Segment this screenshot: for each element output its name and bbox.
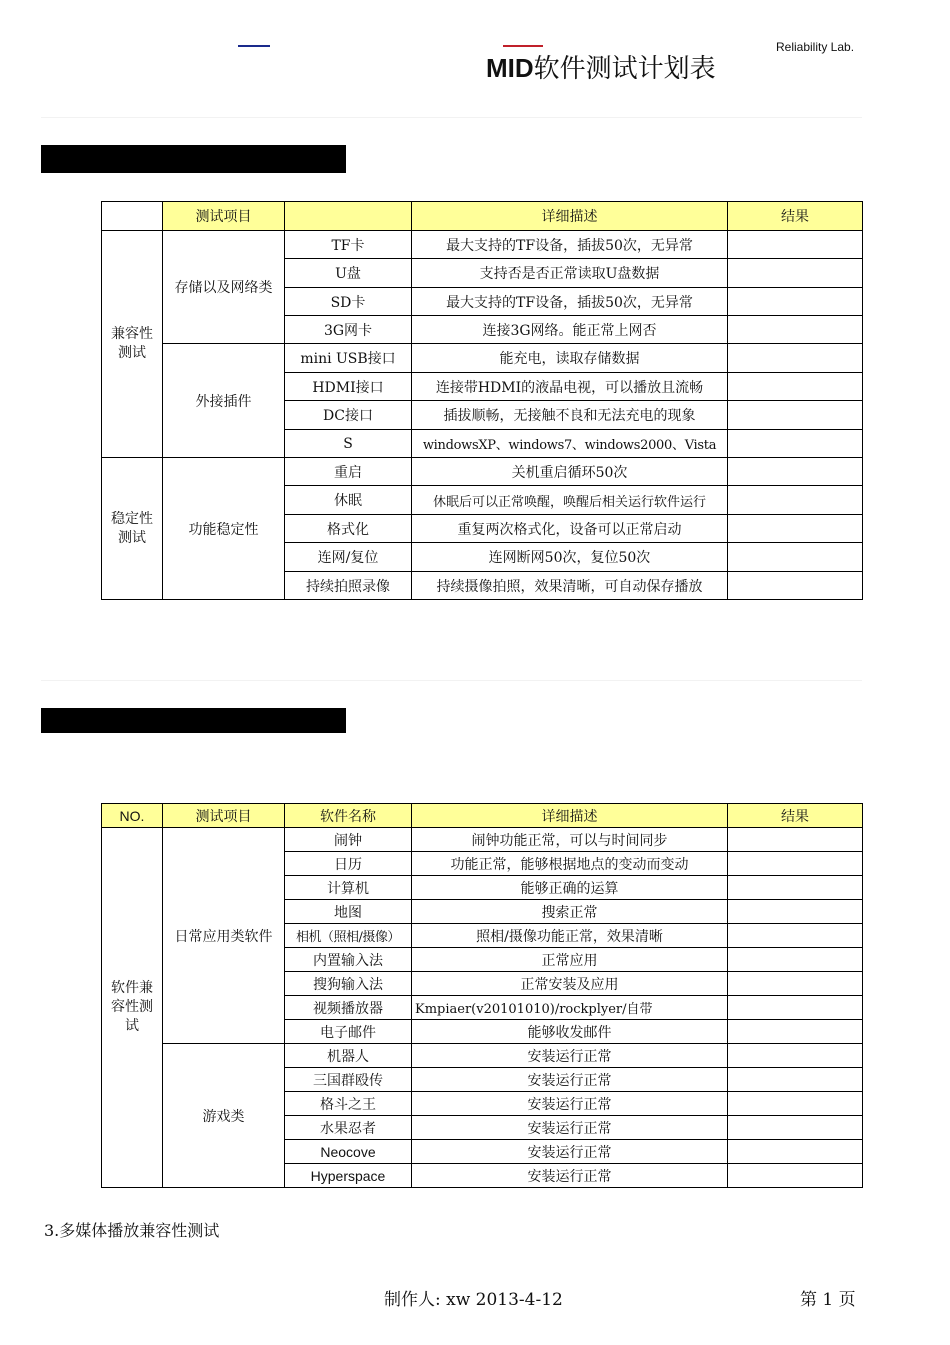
table1-header-result: 结果 bbox=[728, 202, 863, 231]
desc-cell: 功能正常，能够根据地点的变动而变动 bbox=[412, 852, 728, 876]
table1-header-blank bbox=[285, 202, 412, 231]
desc-cell: 正常应用 bbox=[412, 948, 728, 972]
table2-header-software: 软件名称 bbox=[285, 804, 412, 828]
desc-cell: 持续摄像拍照，效果清晰，可自动保存播放 bbox=[412, 572, 728, 600]
table2-header-desc: 详细描述 bbox=[412, 804, 728, 828]
item-cell: HDMI接口 bbox=[285, 373, 412, 401]
software-cell: 视频播放器 bbox=[285, 996, 412, 1020]
page-title-latin: MID bbox=[486, 53, 534, 83]
software-cell: 机器人 bbox=[285, 1044, 412, 1068]
desc-cell: 闹钟功能正常，可以与时间同步 bbox=[412, 828, 728, 852]
result-cell[interactable] bbox=[728, 876, 863, 900]
section-1-bar bbox=[41, 145, 346, 173]
group-daily-apps: 日常应用类软件 bbox=[163, 828, 285, 1044]
decorative-red-line bbox=[503, 45, 543, 47]
result-cell[interactable] bbox=[728, 430, 863, 458]
subgroup-external-plugins: 外接插件 bbox=[163, 344, 285, 458]
subgroup-storage-network: 存储以及网络类 bbox=[163, 231, 285, 344]
desc-cell: 安装运行正常 bbox=[412, 1164, 728, 1188]
desc-cell: 关机重启循环50次 bbox=[412, 458, 728, 486]
table2-header-item: 测试项目 bbox=[163, 804, 285, 828]
result-cell[interactable] bbox=[728, 543, 863, 572]
item-cell: 连网/复位 bbox=[285, 543, 412, 572]
desc-cell: 能够收发邮件 bbox=[412, 1020, 728, 1044]
desc-cell: 安装运行正常 bbox=[412, 1140, 728, 1164]
result-cell[interactable] bbox=[728, 900, 863, 924]
item-cell: 3G网卡 bbox=[285, 316, 412, 344]
item-cell: 持续拍照录像 bbox=[285, 572, 412, 600]
lab-label: Reliability Lab. bbox=[776, 40, 855, 54]
result-cell[interactable] bbox=[728, 316, 863, 344]
faint-divider-2 bbox=[41, 680, 862, 681]
item-cell: TF卡 bbox=[285, 231, 412, 259]
software-compatibility-table bbox=[101, 803, 863, 1188]
result-cell[interactable] bbox=[728, 486, 863, 515]
software-cell: 闹钟 bbox=[285, 828, 412, 852]
footer-maker: 制作人: xw 2013-4-12 bbox=[384, 1290, 563, 1310]
software-cell: Neocove bbox=[285, 1140, 412, 1164]
item-cell: 重启 bbox=[285, 458, 412, 486]
desc-cell: windowsXP、windows7、windows2000、Vista bbox=[412, 430, 728, 458]
result-cell[interactable] bbox=[728, 288, 863, 316]
result-cell[interactable] bbox=[728, 996, 863, 1020]
desc-cell: 连接3G网络。能正常上网否 bbox=[412, 316, 728, 344]
software-cell: Hyperspace bbox=[285, 1164, 412, 1188]
software-cell: 相机（照相/摄像） bbox=[285, 924, 412, 948]
page-title-cjk: 软件测试计划表 bbox=[533, 54, 716, 84]
section-3-heading: 3.多媒体播放兼容性测试 bbox=[44, 1221, 220, 1240]
table1-header-desc: 详细描述 bbox=[412, 202, 728, 231]
desc-cell: 搜索正常 bbox=[412, 900, 728, 924]
result-cell[interactable] bbox=[728, 1140, 863, 1164]
desc-cell: 休眠后可以正常唤醒，唤醒后相关运行软件运行 bbox=[412, 486, 728, 515]
result-cell[interactable] bbox=[728, 373, 863, 401]
page-title bbox=[486, 48, 716, 85]
software-cell: 搜狗输入法 bbox=[285, 972, 412, 996]
category-software-compat: 软件兼容性测试 bbox=[102, 828, 163, 1188]
desc-cell: 能够正确的运算 bbox=[412, 876, 728, 900]
software-cell: 日历 bbox=[285, 852, 412, 876]
table2-header-result: 结果 bbox=[728, 804, 863, 828]
result-cell[interactable] bbox=[728, 1164, 863, 1188]
desc-cell: 连接带HDMI的液晶电视，可以播放且流畅 bbox=[412, 373, 728, 401]
desc-cell: 安装运行正常 bbox=[412, 1068, 728, 1092]
category-stability: 稳定性测试 bbox=[102, 458, 163, 600]
result-cell[interactable] bbox=[728, 344, 863, 373]
item-cell: S bbox=[285, 430, 412, 458]
result-cell[interactable] bbox=[728, 1020, 863, 1044]
desc-cell: 安装运行正常 bbox=[412, 1092, 728, 1116]
desc-cell: 安装运行正常 bbox=[412, 1116, 728, 1140]
desc-cell: 正常安装及应用 bbox=[412, 972, 728, 996]
result-cell[interactable] bbox=[728, 852, 863, 876]
item-cell: mini USB接口 bbox=[285, 344, 412, 373]
desc-cell: Kmpiaer(v20101010)/rockplyer/自带 bbox=[412, 996, 728, 1020]
group-games: 游戏类 bbox=[163, 1044, 285, 1188]
item-cell: 休眠 bbox=[285, 486, 412, 515]
desc-cell: 最大支持的TF设备，插拔50次，无异常 bbox=[412, 231, 728, 259]
item-cell: SD卡 bbox=[285, 288, 412, 316]
category-compatibility: 兼容性测试 bbox=[102, 231, 163, 458]
item-cell: DC接口 bbox=[285, 401, 412, 430]
desc-cell: 插拔顺畅，无接触不良和无法充电的现象 bbox=[412, 401, 728, 430]
compatibility-stability-table bbox=[101, 201, 863, 600]
software-cell: 水果忍者 bbox=[285, 1116, 412, 1140]
software-cell: 内置输入法 bbox=[285, 948, 412, 972]
result-cell[interactable] bbox=[728, 572, 863, 600]
faint-divider-1 bbox=[41, 117, 862, 118]
desc-cell: 重复两次格式化，设备可以正常启动 bbox=[412, 515, 728, 543]
table1-header-item: 测试项目 bbox=[163, 202, 285, 231]
item-cell: U盘 bbox=[285, 259, 412, 288]
software-cell: 计算机 bbox=[285, 876, 412, 900]
desc-cell: 能充电，读取存储数据 bbox=[412, 344, 728, 373]
desc-cell: 最大支持的TF设备，插拔50次，无异常 bbox=[412, 288, 728, 316]
result-cell[interactable] bbox=[728, 924, 863, 948]
result-cell[interactable] bbox=[728, 972, 863, 996]
item-cell: 格式化 bbox=[285, 515, 412, 543]
result-cell[interactable] bbox=[728, 1068, 863, 1092]
software-cell: 三国群殴传 bbox=[285, 1068, 412, 1092]
software-cell: 电子邮件 bbox=[285, 1020, 412, 1044]
result-cell[interactable] bbox=[728, 1044, 863, 1068]
result-cell[interactable] bbox=[728, 515, 863, 543]
desc-cell: 支持否是否正常读取U盘数据 bbox=[412, 259, 728, 288]
result-cell[interactable] bbox=[728, 948, 863, 972]
result-cell[interactable] bbox=[728, 259, 863, 288]
result-cell[interactable] bbox=[728, 1116, 863, 1140]
footer-page-number: 第 1 页 bbox=[800, 1290, 856, 1310]
software-cell: 地图 bbox=[285, 900, 412, 924]
desc-cell: 安装运行正常 bbox=[412, 1044, 728, 1068]
result-cell[interactable] bbox=[728, 1092, 863, 1116]
section-2-bar bbox=[41, 708, 346, 733]
decorative-blue-line bbox=[238, 45, 270, 47]
desc-cell: 照相/摄像功能正常，效果清晰 bbox=[412, 924, 728, 948]
subgroup-function-stability: 功能稳定性 bbox=[163, 458, 285, 600]
result-cell[interactable] bbox=[728, 458, 863, 486]
table1-corner bbox=[102, 202, 163, 231]
desc-cell: 连网断网50次，复位50次 bbox=[412, 543, 728, 572]
result-cell[interactable] bbox=[728, 828, 863, 852]
software-cell: 格斗之王 bbox=[285, 1092, 412, 1116]
table2-header-no: NO. bbox=[102, 804, 163, 828]
result-cell[interactable] bbox=[728, 401, 863, 430]
result-cell[interactable] bbox=[728, 231, 863, 259]
